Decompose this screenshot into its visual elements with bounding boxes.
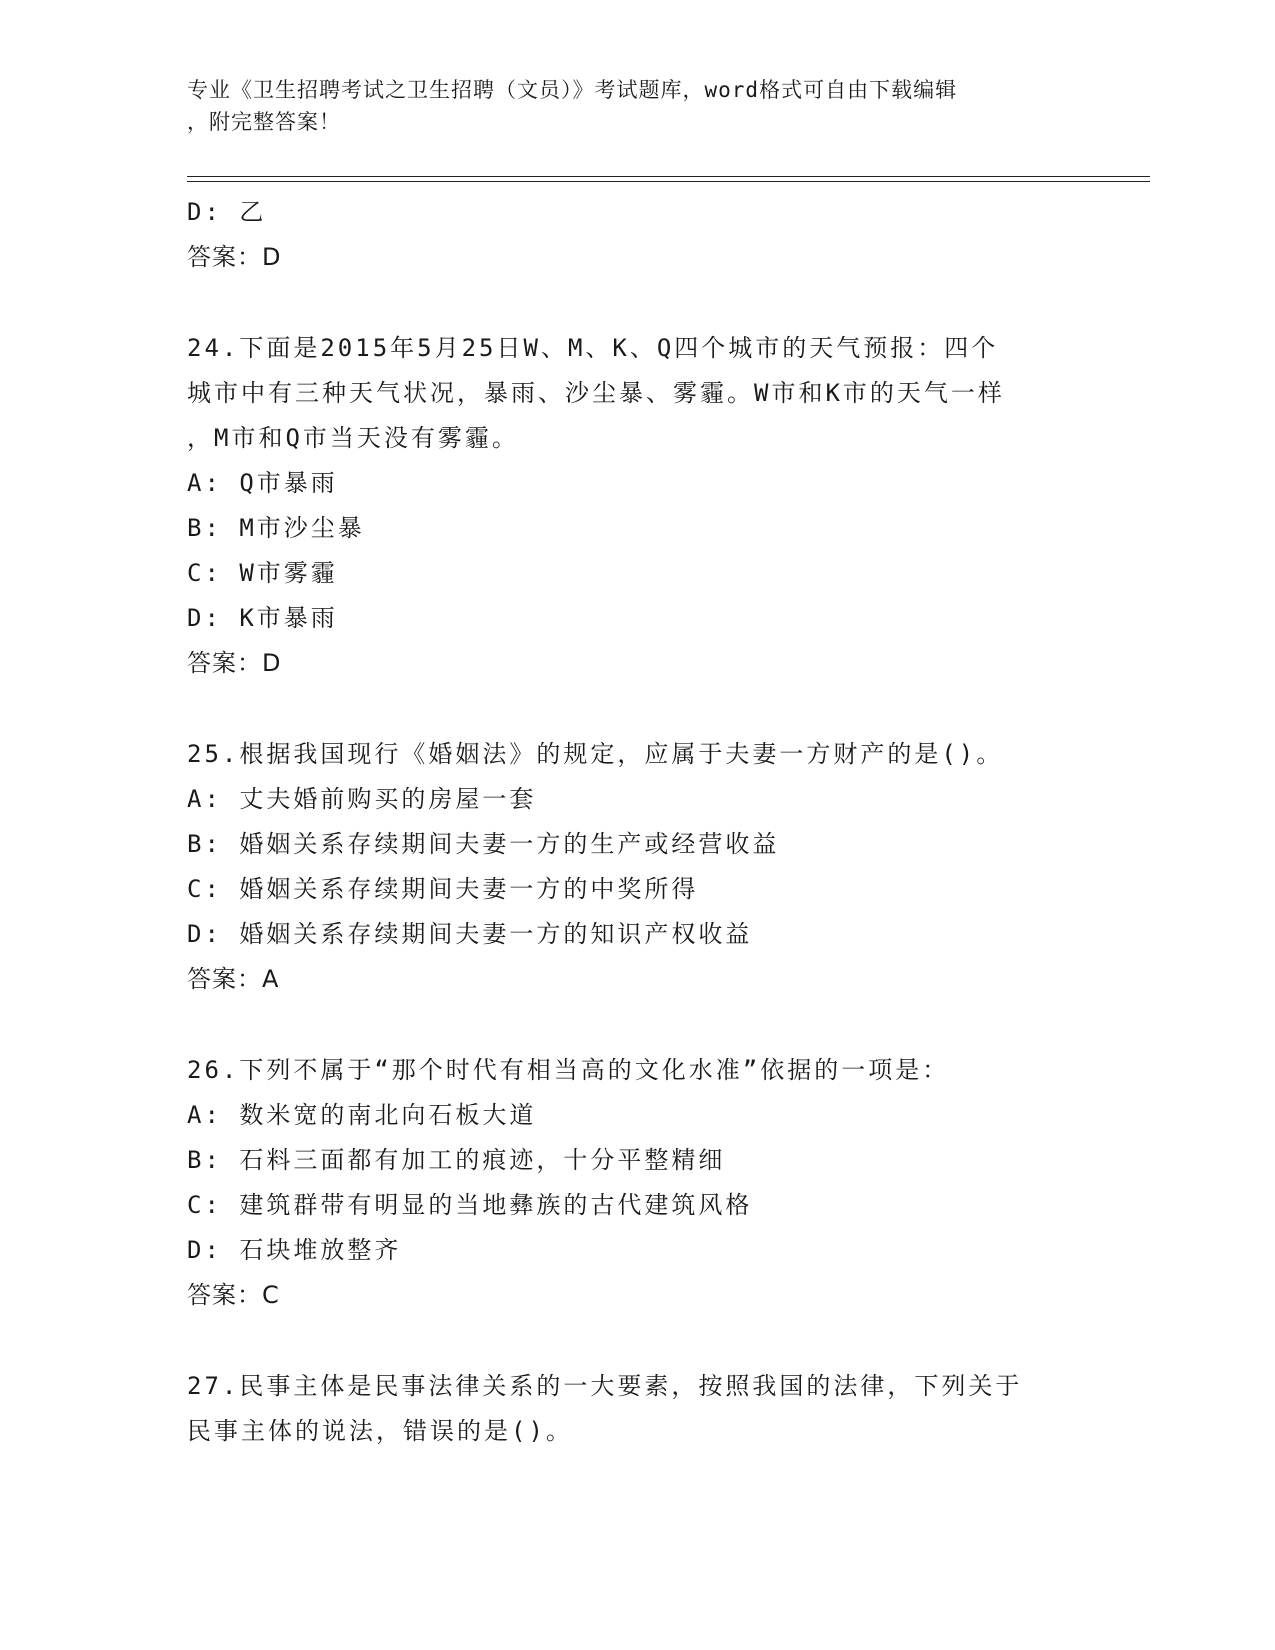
document-header (187, 74, 1067, 138)
option-c: C: 婚姻关系存续期间夫妻一方的中奖所得 (187, 875, 699, 903)
option-d: D: 婚姻关系存续期间夫妻一方的知识产权收益 (187, 920, 753, 948)
answer: 答案：C (187, 1281, 280, 1309)
option-a: A: 数米宽的南北向石板大道 (187, 1101, 537, 1129)
option-a: A: Q市暴雨 (187, 469, 338, 497)
spacer (187, 280, 1087, 326)
header-divider-top (187, 176, 1150, 177)
option-d: D: 石块堆放整齐 (187, 1236, 402, 1264)
option-a: A: 丈夫婚前购买的房屋一套 (187, 785, 537, 813)
spacer (187, 1002, 1087, 1048)
header-line-2: ，附完整答案！ (187, 110, 341, 134)
question-25 (187, 732, 1087, 1002)
option-d: D: K市暴雨 (187, 604, 338, 632)
answer: 答案：D (187, 649, 282, 677)
question-26 (187, 1048, 1087, 1318)
question-content (187, 190, 1087, 1454)
spacer (187, 1318, 1087, 1364)
prev-option-d: D: 乙 (187, 198, 267, 226)
header-divider-bottom (187, 181, 1150, 182)
question-stem-line: 24.下面是2015年5月25日W、M、K、Q四个城市的天气预报：四个 (187, 334, 999, 362)
option-b: B: M市沙尘暴 (187, 514, 365, 542)
question-stem-line: 民事主体的说法，错误的是()。 (187, 1417, 573, 1445)
answer: 答案：A (187, 965, 280, 993)
question-stem-line: 城市中有三种天气状况，暴雨、沙尘暴、雾霾。W市和K市的天气一样 (187, 379, 1005, 407)
option-b: B: 婚姻关系存续期间夫妻一方的生产或经营收益 (187, 830, 780, 858)
question-stem-line: ，M市和Q市当天没有雾霾。 (187, 424, 519, 452)
question-27 (187, 1364, 1087, 1454)
option-b: B: 石料三面都有加工的痕迹，十分平整精细 (187, 1146, 726, 1174)
question-stem-line: 25.根据我国现行《婚姻法》的规定，应属于夫妻一方财产的是()。 (187, 740, 1004, 768)
header-line-1: 专业《卫生招聘考试之卫生招聘（文员）》考试题库，word格式可自由下载编辑 (187, 78, 958, 102)
question-stem-line: 26.下列不属于“那个时代有相当高的文化水准”依据的一项是： (187, 1056, 950, 1084)
question-24 (187, 326, 1087, 686)
spacer (187, 686, 1087, 732)
option-c: C: W市雾霾 (187, 559, 338, 587)
prev-answer: 答案：D (187, 243, 282, 271)
option-c: C: 建筑群带有明显的当地彝族的古代建筑风格 (187, 1191, 753, 1219)
question-stem-line: 27.民事主体是民事法律关系的一大要素，按照我国的法律，下列关于 (187, 1372, 1023, 1400)
